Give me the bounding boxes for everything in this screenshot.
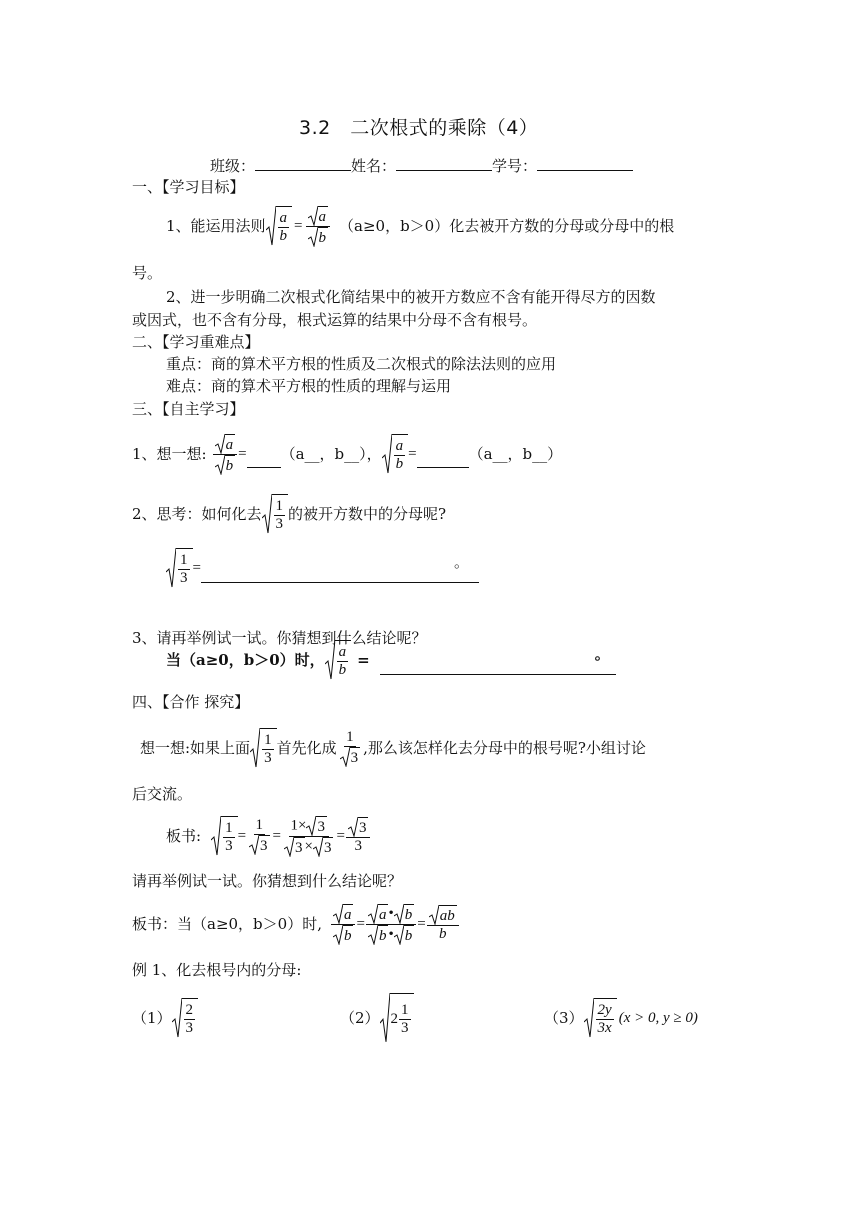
board-2: 板书：当（a≥0，b＞0）时, $\frac{a}{b}$ = a • b b • b = $\frac{ab}{b}$ (132, 900, 460, 948)
goal-1-end: 号。 (132, 264, 163, 282)
page-title: 3.2 二次根式的乘除（4） (299, 117, 539, 139)
think-line-end: 后交流。 (132, 785, 193, 803)
section-1-heading: 一、【学习目标】 (132, 178, 245, 196)
answer-blank-3[interactable]: 。 (201, 554, 479, 583)
radical-one-third: $\frac{1}{3}$ (211, 816, 238, 856)
sqrt-a-over-sqrt-b: $\frac{a}{b}$ (213, 434, 238, 475)
name-blank[interactable] (396, 154, 492, 171)
answer-blank-2[interactable] (417, 441, 469, 468)
sqrt-ab-over-b: $\frac{ab}{b}$ (427, 905, 459, 943)
radical-a-over-b: $\frac{a}{b}$ (266, 206, 293, 246)
radical-a-over-b: $\frac{a}{b}$ (382, 434, 409, 474)
board-1: 板书: $\frac{1}{3}$ = $\frac{1}{3}$ = 1× 3 3 × 3 = $\frac{3}{3}$ (166, 812, 371, 860)
id-label: 学号： (492, 157, 538, 175)
radical-one-third: $\frac{1}{3}$ (250, 728, 277, 768)
question-3-conjecture: 当（a≥0，b＞0）时， $\frac{a}{b}$ = 。 (166, 638, 616, 682)
sqrt-three-over-three: $\frac{3}{3}$ (346, 817, 371, 855)
goal-1: 1、能运用法则 $\frac{a}{b}$ = $\frac{a}{b}$ （a≥0，b＞0）化去被开方数的分母或分母中的根 (166, 204, 674, 248)
class-label: 班级： (210, 157, 256, 175)
goal-1-prefix: 1、能运用法则 (166, 217, 266, 235)
sqrt-a-over-sqrt-b: $\frac{a}{b}$ (331, 904, 356, 945)
goal-1-condition: （a≥0，b＞0）化去被开方数的分母或分母中的根 (339, 217, 675, 235)
id-blank[interactable] (537, 154, 633, 171)
one-over-sqrt-three: $\frac{1}{3}$ (247, 817, 272, 855)
info-line (210, 154, 633, 176)
key-point: 重点：商的算术平方根的性质及二次根式的除法法则的应用 (166, 355, 557, 373)
section-2-heading: 二、【学习重难点】 (132, 333, 260, 351)
question-3: 3、请再举例试一试。你猜想到什么结论呢？ (132, 629, 427, 647)
one-over-sqrt-three: $\frac{1}{3}$ (338, 729, 363, 767)
example-1-problem-1: （1） $\frac{2}{3}$ (132, 994, 198, 1042)
example-1-problem-3: （3） $\frac{2y}{3x}$ (x > 0, y ≥ 0) (544, 994, 698, 1042)
radical-two-thirds: $\frac{2}{3}$ (172, 998, 199, 1038)
try-again: 请再举例试一试。你猜想到什么结论呢？ (132, 872, 403, 890)
multiply-step: a • b b • b (366, 904, 416, 945)
radical-one-third: $\frac{1}{3}$ (166, 548, 193, 588)
goal-2-line-2: 或因式，也不含有分母，根式运算的结果中分母不含有根号。 (132, 311, 538, 329)
goal-2-line-1: 2、进一步明确二次根式化简结果中的被开方数应不含有能开得尽方的因数 (166, 288, 656, 306)
think-line: 想一想:如果上面 $\frac{1}{3}$ 首先化成 $\frac{1}{3}$ ,那么该怎样化去分母中的根号呢?小组讨论 (140, 729, 646, 766)
answer-blank-1[interactable] (247, 441, 281, 468)
answer-blank-4[interactable]: 。 (380, 646, 616, 675)
radical-two-and-one-third: 2 $\frac{1}{3}$ (380, 993, 414, 1043)
radical-one-third: $\frac{1}{3}$ (262, 494, 289, 534)
section-4-heading: 四、【合作 探究】 (132, 693, 250, 711)
rationalize-step: 1× 3 3 × 3 (282, 816, 335, 857)
example-1-problem-2: （2） 2 $\frac{1}{3}$ (340, 994, 414, 1042)
section-3-heading: 三、【自主学习】 (132, 400, 245, 418)
difficult-point: 难点：商的算术平方根的性质的理解与运用 (166, 377, 452, 395)
question-2: 2、思考：如何化去 $\frac{1}{3}$ 的被开方数中的分母呢? (132, 492, 446, 536)
question-1: 1、想一想: $\frac{a}{b}$ = （a__，b__）， $\frac{a}{b}$ = （a__，b__） (132, 432, 562, 476)
question-2-answer: $\frac{1}{3}$ = 。 (166, 546, 479, 590)
class-blank[interactable] (255, 154, 351, 171)
radical-2y-over-3x: $\frac{2y}{3x}$ (584, 998, 617, 1038)
example-1-heading: 例 1、化去根号内的分母: (132, 961, 302, 979)
sqrt-a-over-sqrt-b: $\frac{a}{b}$ (306, 206, 331, 247)
name-label: 姓名： (351, 157, 397, 175)
radical-a-over-b: $\frac{a}{b}$ (325, 640, 352, 680)
